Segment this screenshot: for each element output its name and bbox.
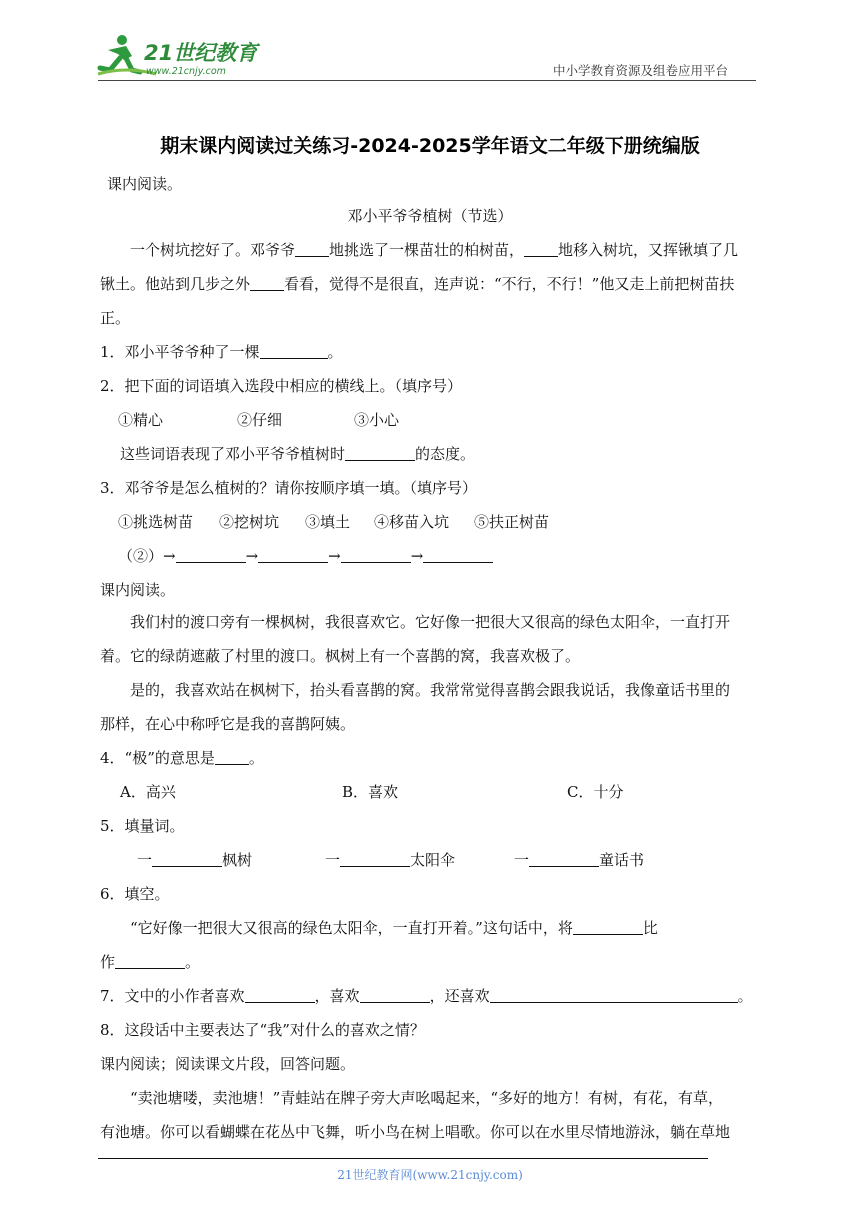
text-segment: 地移入树坑，又挥锹填了几 bbox=[558, 241, 739, 259]
passage2-line2: 着。它的绿荫遮蔽了村里的渡口。枫树上有一个喜鹊的窝，我喜欢极了。 bbox=[100, 647, 581, 665]
answer-blank[interactable] bbox=[295, 242, 329, 257]
answer-blank[interactable] bbox=[340, 852, 410, 867]
q2-option-1: ①精心 bbox=[118, 411, 164, 429]
measure-noun: 童话书 bbox=[599, 851, 645, 869]
measure-prefix: 一 bbox=[514, 851, 530, 869]
arrow-icon: → bbox=[328, 547, 341, 565]
page-title: 期末课内阅读过关练习-2024-2025学年语文二年级下册统编版 bbox=[160, 135, 700, 157]
question-3: 3．邓爷爷是怎么植树的？请你按顺序填一填。（填序号） bbox=[100, 479, 478, 497]
question-6: 6．填空。 bbox=[100, 885, 170, 903]
platform-name: 中小学教育资源及组卷应用平台 bbox=[553, 63, 729, 78]
q3-option-1: ①挑选树苗 bbox=[118, 513, 194, 531]
question-text: ，还喜欢 bbox=[429, 987, 490, 1005]
passage2-line3: 是的，我喜欢站在枫树下，抬头看喜鹊的窝。我常常觉得喜鹊会跟我说话，我像童话书里的 bbox=[130, 681, 731, 699]
answer-blank[interactable] bbox=[524, 242, 558, 257]
q5-item-2 bbox=[325, 850, 455, 870]
answer-blank[interactable] bbox=[490, 988, 738, 1003]
q5-item-3 bbox=[514, 850, 644, 870]
q3-sequence bbox=[118, 546, 493, 566]
answer-blank[interactable] bbox=[573, 920, 643, 935]
q3-option-3: ③填土 bbox=[305, 513, 351, 531]
question-text: 。 bbox=[185, 953, 201, 971]
question-4 bbox=[100, 748, 264, 768]
passage3-line1: “卖池塘喽，卖池塘！”青蛙站在牌子旁大声吆喝起来，“多好的地方！有树，有花，有草， bbox=[130, 1089, 724, 1107]
arrow-icon: → bbox=[245, 547, 259, 565]
answer-blank[interactable] bbox=[245, 988, 315, 1003]
section1-label: 课内阅读。 bbox=[107, 175, 183, 193]
logo-url: www.21cnjy.com bbox=[146, 66, 226, 77]
site-logo bbox=[96, 30, 266, 82]
question-8: 8．这段话中主要表达了“我”对什么的喜欢之情？ bbox=[100, 1021, 425, 1039]
question-text: ，喜欢 bbox=[314, 987, 360, 1005]
question-7 bbox=[100, 986, 753, 1006]
question-text: 1．邓小平爷爷种了一棵 bbox=[100, 343, 260, 361]
passage2-line4: 那样，在心中称呼它是我的喜鹊阿姨。 bbox=[100, 715, 356, 733]
question-1 bbox=[100, 342, 343, 362]
answer-blank[interactable] bbox=[260, 344, 328, 359]
answer-blank[interactable] bbox=[360, 988, 430, 1003]
q6-line1 bbox=[130, 918, 658, 938]
passage1-line3: 正。 bbox=[100, 309, 131, 327]
footer-divider bbox=[98, 1158, 708, 1159]
header-divider bbox=[98, 80, 756, 81]
question-text: 作 bbox=[100, 953, 116, 971]
question-text: 比 bbox=[642, 919, 658, 937]
q4-option-c[interactable]: C．十分 bbox=[567, 783, 624, 801]
q2-tail bbox=[120, 444, 475, 464]
question-2: 2．把下面的词语填入选段中相应的横线上。（填序号） bbox=[100, 377, 463, 395]
answer-blank[interactable] bbox=[345, 446, 415, 461]
q5-item-1 bbox=[137, 850, 252, 870]
answer-blank[interactable] bbox=[152, 852, 222, 867]
question-5: 5．填量词。 bbox=[100, 817, 185, 835]
text-segment: 一个树坑挖好了。邓爷爷 bbox=[130, 241, 296, 259]
question-text: 。 bbox=[737, 987, 753, 1005]
passage2-line1: 我们村的渡口旁有一棵枫树，我很喜欢它。它好像一把很大又很高的绿色太阳伞，一直打开 bbox=[130, 613, 731, 631]
question-text: 。 bbox=[248, 749, 264, 767]
measure-noun: 太阳伞 bbox=[410, 851, 456, 869]
passage3-line2: 有池塘。你可以看蝴蝶在花丛中飞舞，听小鸟在树上唱歌。你可以在水里尽情地游泳，躺在草地 bbox=[100, 1123, 731, 1141]
measure-noun: 枫树 bbox=[222, 851, 253, 869]
passage1-line2 bbox=[100, 274, 734, 294]
answer-blank[interactable] bbox=[115, 954, 185, 969]
answer-blank[interactable] bbox=[250, 276, 284, 291]
q2-option-2: ②仔细 bbox=[237, 411, 283, 429]
q6-line2 bbox=[100, 952, 200, 972]
footer-link[interactable]: 21世纪教育网(www.21cnjy.com) bbox=[337, 1168, 523, 1182]
answer-blank[interactable] bbox=[176, 548, 246, 563]
q4-option-a[interactable]: A．高兴 bbox=[120, 783, 176, 801]
q4-option-b[interactable]: B．喜欢 bbox=[342, 783, 399, 801]
page-header bbox=[0, 0, 860, 90]
answer-blank[interactable] bbox=[529, 852, 599, 867]
answer-blank[interactable] bbox=[258, 548, 328, 563]
measure-prefix: 一 bbox=[325, 851, 341, 869]
text-segment: 地挑选了一棵苗壮的柏树苗， bbox=[329, 241, 525, 259]
section2-label: 课内阅读。 bbox=[100, 581, 176, 599]
text-segment: 锹土。他站到几步之外 bbox=[100, 275, 251, 293]
q3-option-4: ④移苗入坑 bbox=[374, 513, 450, 531]
passage1-title: 邓小平爷爷植树（节选） bbox=[347, 207, 513, 225]
passage1-line1 bbox=[130, 240, 738, 260]
q3-option-5: ⑤扶正树苗 bbox=[474, 513, 550, 531]
text-segment: 看看，觉得不是很直，连声说：“不行，不行！”他又走上前把树苗扶 bbox=[284, 275, 735, 293]
question-text: “它好像一把很大又很高的绿色太阳伞，一直打开着。”这句话中，将 bbox=[130, 919, 573, 937]
arrow-icon: → bbox=[410, 547, 424, 565]
question-text: 7．文中的小作者喜欢 bbox=[100, 987, 245, 1005]
answer-blank[interactable] bbox=[423, 548, 493, 563]
question-text: 4．“极”的意思是 bbox=[100, 749, 215, 767]
question-text: 。 bbox=[327, 343, 343, 361]
q2-option-3: ③小心 bbox=[354, 411, 400, 429]
q3-option-2: ②挖树坑 bbox=[219, 513, 280, 531]
section3-label: 课内阅读；阅读课文片段，回答问题。 bbox=[100, 1055, 356, 1073]
runner-logo-icon bbox=[96, 30, 266, 82]
question-text: 的态度。 bbox=[415, 445, 476, 463]
answer-blank[interactable] bbox=[215, 750, 249, 765]
logo-text: 21世纪教育 bbox=[144, 41, 258, 65]
answer-blank[interactable] bbox=[341, 548, 411, 563]
question-text: 这些词语表现了邓小平爷爷植树时 bbox=[120, 445, 346, 463]
measure-prefix: 一 bbox=[137, 851, 153, 869]
sequence-start: （②）→ bbox=[118, 547, 176, 565]
